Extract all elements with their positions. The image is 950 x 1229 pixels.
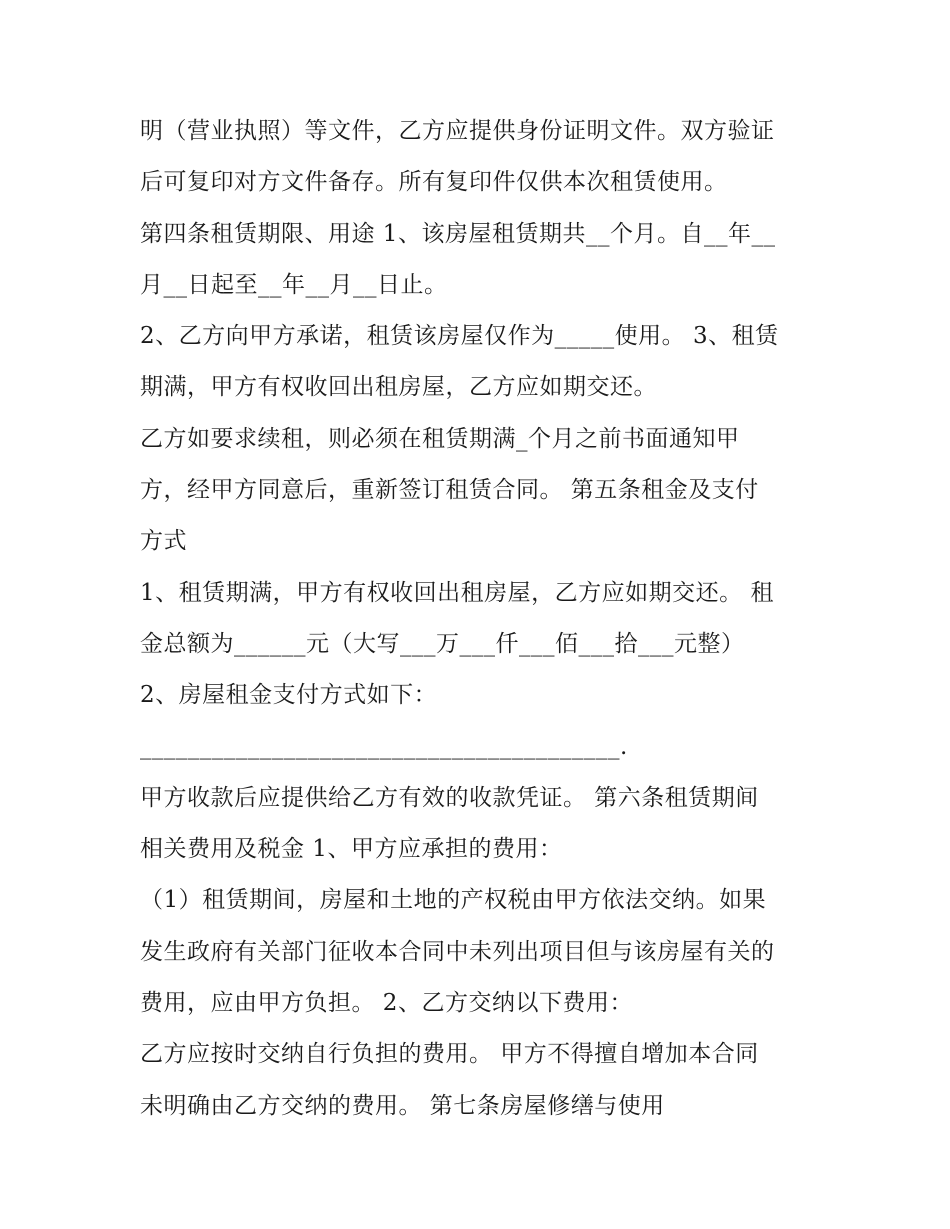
contract-body-text — [140, 106, 830, 1132]
text-line: 明（营业执照）等文件，乙方应提供身份证明文件。双方验证 — [140, 118, 775, 144]
text-line: 金总额为______元（大写___万___仟___佰___拾___元整） — [140, 630, 745, 657]
text-line: 期满，甲方有权收回出租房屋，乙方应如期交还。 — [140, 374, 657, 401]
text-line: 未明确由乙方交纳的费用。 第七条房屋修缮与使用 — [140, 1092, 665, 1119]
text-line: 1、租赁期满，甲方有权收回出租房屋，乙方应如期交还。 租 — [140, 579, 774, 606]
text-line: 2、房屋租金支付方式如下： — [140, 682, 438, 709]
text-line: 方，经甲方同意后，重新签订租赁合同。 第五条租金及支付 — [140, 477, 759, 504]
text-line: （1）租赁期间，房屋和土地的产权税由甲方依法交纳。如果 — [140, 887, 767, 914]
text-line: 第四条租赁期限、用途 1、该房屋租赁期共__个月。自__年__ — [140, 220, 776, 247]
payment-method-blank-line: ________________________________________. — [140, 733, 628, 760]
text-line: 后可复印对方文件备存。所有复印件仅供本次租赁使用。 — [140, 169, 728, 196]
text-line: 发生政府有关部门征收本合同中未列出项目但与该房屋有关的 — [140, 938, 775, 965]
text-line: 相关费用及税金 1、甲方应承担的费用： — [140, 836, 563, 863]
text-line: 2、乙方向甲方承诺，租赁该房屋仅作为_____使用。 3、租赁 — [140, 323, 779, 350]
text-line: 乙方应按时交纳自行负担的费用。 甲方不得擅自增加本合同 — [140, 1041, 759, 1068]
text-line: 乙方如要求续租，则必须在租赁期满_个月之前书面通知甲 — [140, 425, 740, 452]
text-line: 甲方收款后应提供给乙方有效的收款凭证。 第六条租赁期间 — [140, 784, 759, 811]
text-line: 月__日起至__年__月__日止。 — [140, 271, 448, 298]
text-line: 方式 — [140, 528, 187, 555]
text-line: 费用，应由甲方负担。 2、乙方交纳以下费用： — [140, 990, 633, 1017]
